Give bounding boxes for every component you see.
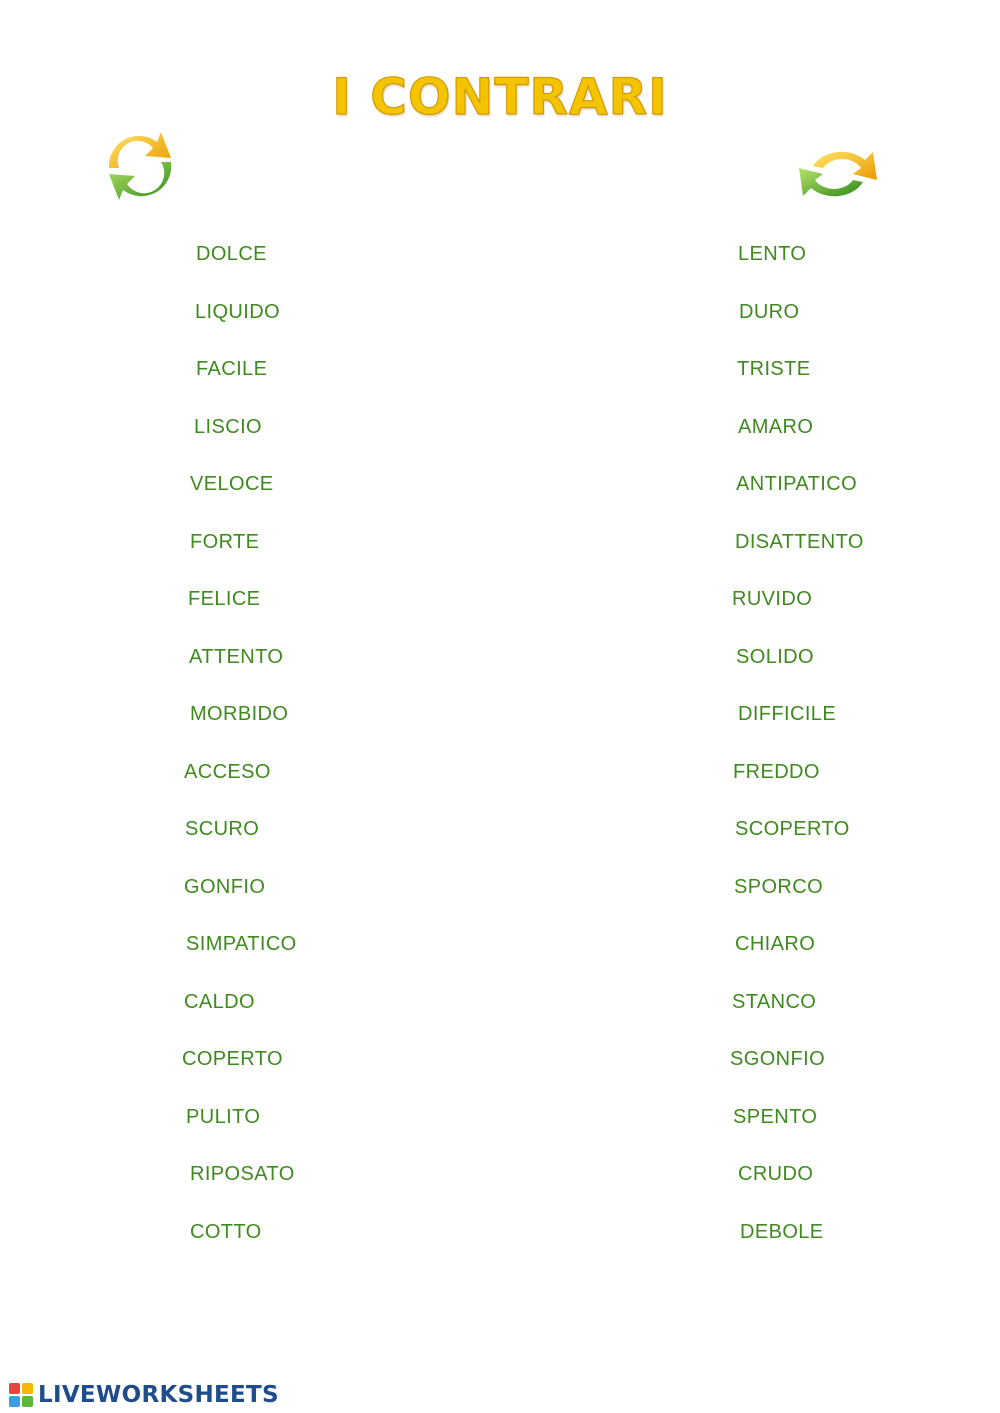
right-word-12: SPORCO	[734, 876, 824, 898]
left-word-6: FORTE	[190, 531, 260, 553]
right-word-15: SGONFIO	[730, 1048, 826, 1070]
left-word-15: COPERTO	[182, 1048, 283, 1070]
right-word-13: CHIARO	[735, 933, 816, 955]
right-word-4: AMARO	[738, 416, 814, 438]
recycle-arrows-icon	[795, 136, 881, 212]
right-word-18: DEBOLE	[740, 1221, 824, 1243]
footer-brand-text: LIVEWORKSHEETS	[38, 1382, 279, 1408]
right-word-7: RUVIDO	[732, 588, 813, 610]
right-word-10: FREDDO	[733, 761, 820, 783]
left-word-8: ATTENTO	[189, 646, 284, 668]
left-word-13: SIMPATICO	[186, 933, 297, 955]
left-word-14: CALDO	[184, 991, 255, 1013]
left-word-9: MORBIDO	[190, 703, 289, 725]
right-word-16: SPENTO	[733, 1106, 818, 1128]
left-word-18: COTTO	[190, 1221, 262, 1243]
page-title: I CONTRARI	[332, 68, 668, 126]
right-word-5: ANTIPATICO	[736, 473, 858, 495]
left-word-11: SCURO	[185, 818, 260, 840]
left-word-4: LISCIO	[194, 416, 262, 438]
left-word-17: RIPOSATO	[190, 1163, 295, 1185]
left-word-10: ACCESO	[184, 761, 271, 783]
left-word-3: FACILE	[196, 358, 268, 380]
right-word-17: CRUDO	[738, 1163, 814, 1185]
right-word-14: STANCO	[732, 991, 817, 1013]
left-word-7: FELICE	[188, 588, 261, 610]
right-word-8: SOLIDO	[736, 646, 814, 668]
right-word-6: DISATTENTO	[735, 531, 864, 553]
liveworksheets-logo-icon	[8, 1382, 34, 1408]
right-word-1: LENTO	[738, 243, 807, 265]
right-word-11: SCOPERTO	[735, 818, 850, 840]
right-word-3: TRISTE	[737, 358, 811, 380]
right-word-9: DIFFICILE	[738, 703, 837, 725]
left-word-5: VELOCE	[190, 473, 274, 495]
right-word-2: DURO	[739, 301, 800, 323]
footer-brand	[8, 1380, 279, 1410]
left-word-16: PULITO	[186, 1106, 261, 1128]
left-word-1: DOLCE	[196, 243, 267, 265]
left-word-12: GONFIO	[184, 876, 266, 898]
recycle-arrows-icon	[99, 124, 181, 206]
left-word-2: LIQUIDO	[195, 301, 281, 323]
